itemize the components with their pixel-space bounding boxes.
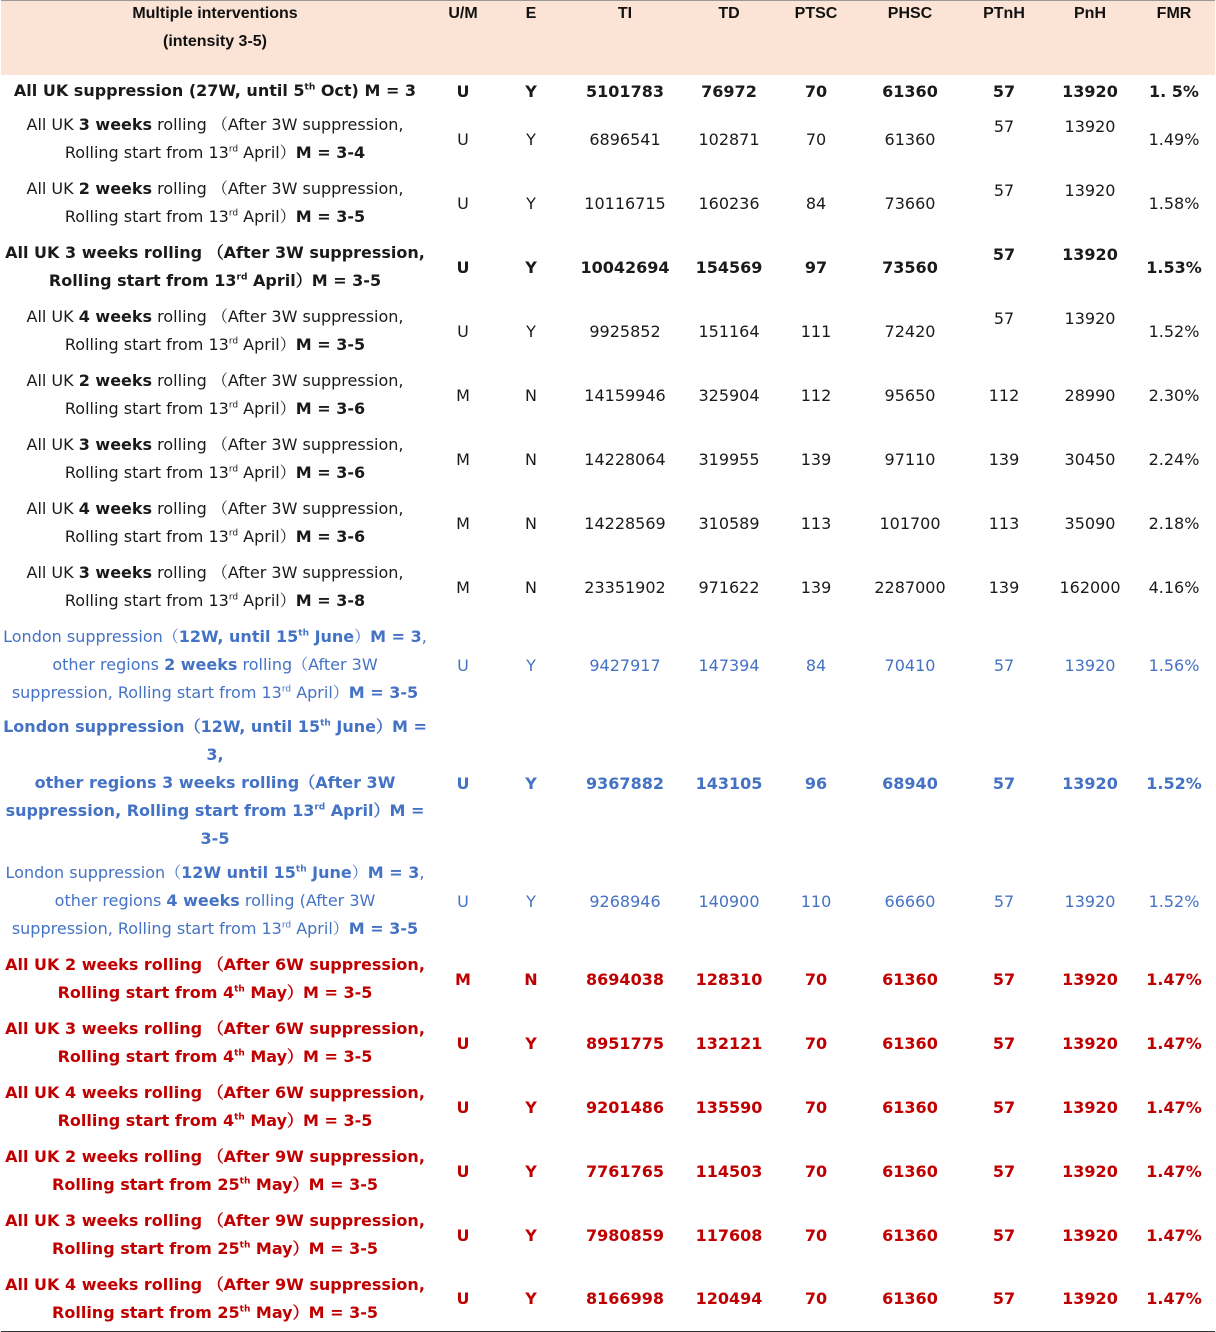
intervention-description: All UK suppression (27W, until 5th Oct) M = 3 [13,81,417,100]
cell-phsc: 73560 [882,257,938,277]
cell-e: N [525,449,537,469]
cell-ti: 5101783 [586,81,664,101]
cell-ptnh: 57 [992,1097,1016,1117]
cell-fmr: 1.47% [1133,1267,1215,1331]
cell-ptsc: 111 [800,321,832,341]
table-row [1,1011,1215,1075]
cell-ti: 8166998 [565,1267,685,1331]
cell-phsc: 61360 [884,129,936,149]
cell-td: 971622 [698,577,760,597]
header-row [1,1,1215,76]
cell-ptnh: 57 [992,81,1016,101]
intervention-description: All UK 4 weeks rolling （After 9W suppression, Rolling start from 25th May）M = 3-5 [1,1267,429,1331]
cell-ptsc: 139 [800,577,832,597]
cell-pnh: 13920 [1064,309,1116,328]
cell-td: 319955 [698,449,760,469]
cell-pnh: 13920 [1062,1225,1118,1245]
cell-ti: 9925852 [589,321,661,341]
cell-e: Y [526,655,536,675]
cell-td: 143105 [695,773,763,793]
cell-e: Y [525,81,537,101]
cell-td: 151164 [698,321,760,341]
cell-ti: 14159946 [584,385,666,405]
cell-fmr: 1.53% [1146,257,1202,277]
intervention-description: All UK 4 weeks rolling （After 3W suppression, Rolling start from 13rd April）M = 3-6 [26,499,404,546]
cell-e: Y [526,193,536,213]
cell-pnh: 13920 [1047,1267,1133,1331]
cell-phsc: 61360 [882,1033,938,1053]
cell-ti: 6896541 [589,129,661,149]
cell-fmr: 1. 5% [1149,81,1199,101]
table-row [1,1075,1215,1139]
cell-ti: 10042694 [580,257,670,277]
cell-ptsc: 96 [804,773,828,793]
cell-fmr: 1.47% [1146,1097,1202,1117]
cell-um: U [457,321,469,341]
header-interventions-line2: (intensity 3-5) [162,33,267,50]
cell-td: 117608 [695,1225,763,1245]
cell-ptnh: 57 [992,1161,1016,1181]
cell-ptnh: 57 [961,1267,1047,1331]
cell-ptsc: 70 [773,1267,859,1331]
cell-fmr: 1.52% [1148,891,1200,911]
intervention-description: All UK 3 weeks rolling （After 3W suppression, Rolling start from 13rd April）M = 3-5 [5,243,425,290]
cell-um: U [456,1161,470,1181]
cell-ptsc: 70 [804,1033,828,1053]
cell-fmr: 1.52% [1148,321,1200,341]
cell-ptnh: 57 [993,309,1015,328]
cell-ptsc: 70 [804,1161,828,1181]
cell-td: 147394 [698,655,760,675]
cell-um: U [457,655,469,675]
cell-ptnh: 57 [993,181,1015,200]
intervention-description: All UK 2 weeks rolling （After 6W suppression, Rolling start from 4th May）M = 3-5 [5,955,425,1002]
cell-pnh: 13920 [1062,969,1118,989]
table-row [1,491,1215,555]
header-phsc: PHSC [859,1,961,76]
cell-ti: 8951775 [586,1033,664,1053]
intervention-description: All UK 3 weeks rolling （After 3W suppression, Rolling start from 13rd April）M = 3-8 [26,563,404,610]
cell-pnh: 35090 [1064,513,1116,533]
cell-td: 114503 [695,1161,763,1181]
header-ti: TI [565,1,685,76]
cell-um: M [456,577,470,597]
cell-um: U [456,81,470,101]
cell-um: U [457,129,469,149]
cell-ti: 10116715 [584,193,666,213]
cell-fmr: 4.16% [1148,577,1200,597]
cell-td: 154569 [695,257,763,277]
cell-pnh: 13920 [1062,1033,1118,1053]
cell-um: M [455,969,471,989]
cell-ptnh: 57 [992,773,1016,793]
header-e: E [497,1,565,76]
cell-um: U [457,193,469,213]
cell-e: Y [525,1161,537,1181]
header-fmr: FMR [1133,1,1215,76]
cell-pnh: 13920 [1064,181,1116,200]
cell-e: N [525,577,537,597]
cell-e: N [524,969,538,989]
header-interventions-line1: Multiple interventions [132,5,298,22]
cell-td: 132121 [695,1033,763,1053]
table-row [1,299,1215,363]
header-td: TD [685,1,773,76]
cell-ti: 7980859 [586,1225,664,1245]
cell-fmr: 1.47% [1146,1161,1202,1181]
cell-ti: 8694038 [586,969,664,989]
table-row [1,1267,1215,1331]
cell-phsc: 72420 [884,321,936,341]
cell-pnh: 28990 [1064,385,1116,405]
cell-phsc: 101700 [879,513,941,533]
cell-ptsc: 84 [805,655,827,675]
cell-e: Y [526,891,536,911]
cell-ptnh: 139 [988,577,1020,597]
cell-um: U [457,891,469,911]
cell-phsc: 70410 [884,655,936,675]
cell-ptnh: 57 [993,655,1015,675]
intervention-description: All UK 3 weeks rolling （After 9W suppression, Rolling start from 25th May）M = 3-5 [5,1211,425,1258]
cell-um: U [456,257,470,277]
intervention-description: London suppression（12W, until 15th June）M = 3, other regions 3 weeks rolling（After 3W suppression, Rolling start from 13rd April）M = 3-5 [3,717,427,848]
cell-e: Y [497,1267,565,1331]
cell-ptnh: 112 [988,385,1020,405]
intervention-description: All UK 4 weeks rolling （After 6W suppression, Rolling start from 4th May）M = 3-5 [5,1083,425,1130]
cell-phsc: 2287000 [874,577,946,597]
cell-um: U [456,1097,470,1117]
cell-e: Y [525,773,537,793]
cell-e: N [525,513,537,533]
intervention-description: All UK 2 weeks rolling （After 9W suppression, Rolling start from 25th May）M = 3-5 [5,1147,425,1194]
cell-e: Y [525,1033,537,1053]
intervention-description: All UK 3 weeks rolling （After 3W suppression, Rolling start from 13rd April）M = 3-6 [26,435,404,482]
cell-td: 120494 [685,1267,773,1331]
cell-fmr: 2.18% [1148,513,1200,533]
table-row [1,1203,1215,1267]
interventions-table [1,0,1215,1332]
cell-pnh: 30450 [1064,449,1116,469]
cell-ptnh: 57 [993,891,1015,911]
cell-fmr: 2.30% [1148,385,1200,405]
cell-e: Y [525,257,537,277]
cell-fmr: 1.47% [1146,1225,1202,1245]
cell-ptsc: 70 [804,81,828,101]
cell-pnh: 13920 [1064,891,1116,911]
cell-um: M [456,385,470,405]
cell-phsc: 68940 [882,773,938,793]
cell-ptnh: 57 [992,1225,1016,1245]
cell-td: 135590 [695,1097,763,1117]
cell-pnh: 13920 [1062,81,1118,101]
cell-e: Y [525,1225,537,1245]
cell-fmr: 1.49% [1148,129,1200,149]
cell-phsc: 61360 [882,81,938,101]
cell-pnh: 13920 [1064,117,1116,136]
cell-fmr: 1.47% [1146,1033,1202,1053]
cell-ti: 9367882 [586,773,664,793]
cell-td: 140900 [698,891,760,911]
cell-ptsc: 110 [800,891,832,911]
cell-ptsc: 70 [804,1225,828,1245]
cell-ti: 14228064 [584,449,666,469]
cell-ptsc: 113 [800,513,832,533]
header-pnh: PnH [1047,1,1133,76]
cell-phsc: 66660 [884,891,936,911]
cell-e: Y [526,129,536,149]
cell-fmr: 2.24% [1148,449,1200,469]
cell-ti: 23351902 [584,577,666,597]
cell-ptsc: 97 [804,257,828,277]
table-row [1,363,1215,427]
cell-um: U [456,1225,470,1245]
table-row [1,947,1215,1011]
cell-td: 310589 [698,513,760,533]
cell-um: U [456,1033,470,1053]
intervention-description: London suppression（12W, until 15th June）M = 3, other regions 2 weeks rolling（After 3W suppression, Rolling start from 13rd April）M = 3-5 [3,627,427,702]
cell-ptnh: 57 [992,1033,1016,1053]
cell-ptsc: 70 [804,1097,828,1117]
cell-ptnh: 57 [992,969,1016,989]
cell-phsc: 61360 [859,1267,961,1331]
cell-um: U [429,1267,497,1331]
table-row [1,75,1215,107]
cell-fmr: 1.58% [1148,193,1200,213]
cell-ptnh: 139 [988,449,1020,469]
cell-e: Y [525,1097,537,1117]
cell-phsc: 61360 [882,1097,938,1117]
cell-td: 325904 [698,385,760,405]
table-row [1,711,1215,855]
cell-phsc: 95650 [884,385,936,405]
cell-phsc: 97110 [884,449,936,469]
cell-pnh: 13920 [1062,245,1118,264]
table-row [1,235,1215,299]
cell-fmr: 1.56% [1148,655,1200,675]
cell-um: U [456,773,470,793]
header-interventions [1,1,429,76]
cell-ti: 9201486 [586,1097,664,1117]
cell-td: 128310 [695,969,763,989]
intervention-description: All UK 2 weeks rolling （After 3W suppression, Rolling start from 13rd April）M = 3-6 [26,371,404,418]
header-um: U/M [429,1,497,76]
table-row [1,1139,1215,1203]
cell-um: M [456,513,470,533]
cell-um: M [456,449,470,469]
cell-pnh: 13920 [1062,773,1118,793]
cell-ptnh: 113 [988,513,1020,533]
table-row [1,171,1215,235]
cell-ti: 9268946 [589,891,661,911]
cell-ti: 9427917 [589,655,661,675]
cell-ptnh: 57 [993,117,1015,136]
cell-td: 160236 [698,193,760,213]
intervention-description: London suppression（12W until 15th June）M = 3, other regions 4 weeks rolling (After 3W suppression, Rolling start from 13rd April）M = 3-5 [5,863,425,938]
cell-fmr: 1.52% [1146,773,1202,793]
table-row [1,619,1215,711]
cell-ptsc: 84 [805,193,827,213]
table-row [1,427,1215,491]
cell-fmr: 1.47% [1146,969,1202,989]
cell-pnh: 13920 [1062,1097,1118,1117]
table-row [1,107,1215,171]
intervention-description: All UK 4 weeks rolling （After 3W suppression, Rolling start from 13rd April）M = 3-5 [26,307,404,354]
cell-ptsc: 70 [804,969,828,989]
intervention-description: All UK 3 weeks rolling （After 6W suppression, Rolling start from 4th May）M = 3-5 [5,1019,425,1066]
cell-pnh: 13920 [1062,1161,1118,1181]
cell-ti: 14228569 [584,513,666,533]
cell-e: Y [526,321,536,341]
cell-pnh: 13920 [1064,655,1116,675]
cell-td: 102871 [698,129,760,149]
cell-ti: 7761765 [586,1161,664,1181]
cell-ptsc: 70 [805,129,827,149]
cell-phsc: 73660 [884,193,936,213]
cell-phsc: 61360 [882,969,938,989]
cell-ptsc: 139 [800,449,832,469]
cell-td: 76972 [701,81,757,101]
table-row [1,855,1215,947]
cell-e: N [525,385,537,405]
cell-ptsc: 112 [800,385,832,405]
header-ptnh: PTnH [961,1,1047,76]
cell-phsc: 61360 [882,1225,938,1245]
cell-ptnh: 57 [992,245,1016,264]
table-row [1,555,1215,619]
header-ptsc: PTSC [773,1,859,76]
intervention-description: All UK 2 weeks rolling （After 3W suppression, Rolling start from 13rd April）M = 3-5 [26,179,404,226]
cell-phsc: 61360 [882,1161,938,1181]
cell-pnh: 162000 [1059,577,1121,597]
intervention-description: All UK 3 weeks rolling （After 3W suppression, Rolling start from 13rd April）M = 3-4 [26,115,404,162]
